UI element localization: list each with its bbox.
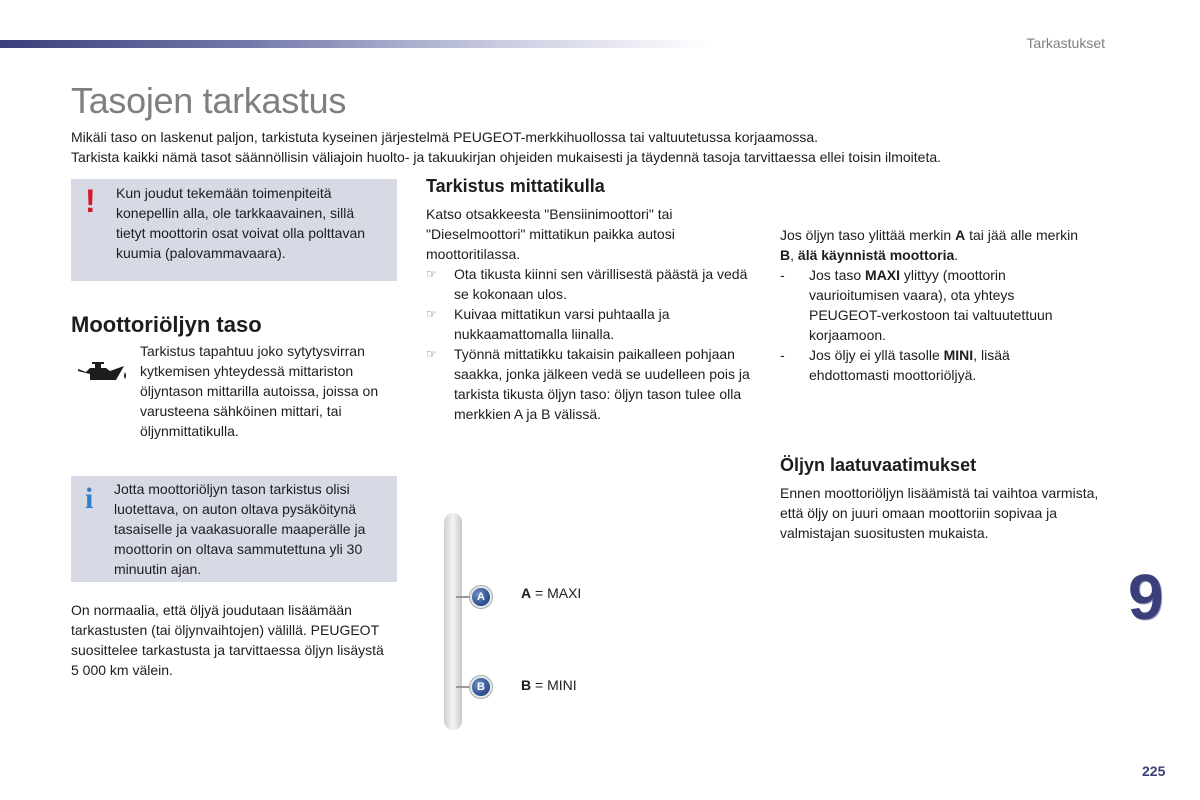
list-item — [426, 304, 756, 344]
dipstick-intro: Katso otsakkeesta "Bensiinimoottori" tai "Dieselmoottori" mittatikun paikka autosi moottoritilassa. — [426, 206, 675, 262]
mark-a-value: = MAXI — [535, 585, 582, 601]
warning-box — [71, 179, 397, 281]
page-number: 225 — [1142, 763, 1166, 779]
normal-consumption-text: On normaalia, että öljyä joudutaan lisäämään tarkastusten (tai öljynvaihtojen) välillä. PEUGEOT suosittelee tarkastusta ja tarvittaessa öljyn lisäystä 5 000 km välein. — [71, 602, 384, 678]
oil-level-heading: Moottoriöljyn taso — [71, 312, 262, 337]
mark-b-badge: B — [470, 676, 492, 698]
dipstick-steps — [426, 264, 756, 424]
info-icon: i — [85, 482, 94, 515]
level-item2-post: , lisää ehdottomasti moottoriöljyä. — [809, 347, 1010, 383]
dipstick-heading: Tarkistus mittatikulla — [426, 176, 605, 196]
mark-a-letter: A — [521, 585, 532, 601]
list-item — [780, 345, 1090, 385]
list-dash: - — [780, 347, 785, 363]
level-item1-bold: MAXI — [865, 267, 901, 283]
section-label: Tarkastukset — [1026, 35, 1105, 51]
info-text: Jotta moottoriöljyn tason tarkistus olisi luotettava, on auton oltava pysäköitynä tasaiselle ja vaakasuoralle maaperälle ja moottorin on oltava sammutettuna yli 30 minuutin ajan. — [114, 481, 366, 577]
page-title: Tasojen tarkastus — [71, 80, 347, 121]
chapter-number: 9 — [1128, 561, 1164, 633]
mark-a-badge: A — [470, 586, 492, 608]
mark-b-letter: B — [521, 677, 532, 693]
list-item — [426, 264, 756, 304]
step-text: Kuivaa mittatikun varsi puhtaalla ja nukkaamattomalla liinalla. — [454, 306, 670, 342]
level-intro-b: B — [780, 247, 791, 263]
intro-line-1: Mikäli taso on laskenut paljon, tarkistuta kyseinen järjestelmä PEUGEOT-merkkihuollossa tai valtuutetussa korjaamossa. — [71, 129, 818, 145]
list-dash: - — [780, 267, 785, 283]
info-box — [71, 476, 397, 582]
list-item — [426, 344, 756, 424]
intro-text — [71, 127, 1121, 167]
level-intro-warning: älä käynnistä moottoria — [797, 247, 955, 263]
level-intro-pre: Jos öljyn taso ylittää merkin — [780, 227, 952, 243]
level-item2-pre: Jos öljy ei yllä tasolle — [809, 347, 940, 363]
warning-icon: ! — [85, 183, 96, 219]
pointing-hand-icon: ☞ — [426, 267, 437, 281]
mark-a-label — [521, 585, 581, 601]
mark-b-value: = MINI — [535, 677, 577, 693]
oil-quality-text: Ennen moottoriöljyn lisäämistä tai vaihtoa varmista, että öljy on juuri omaan moottoriin sopivaa ja valmistajan suositusten mukaista. — [780, 485, 1099, 541]
dipstick-illustration — [444, 513, 462, 730]
level-intro-a: A — [955, 227, 966, 243]
mark-b-label — [521, 677, 577, 693]
oil-can-icon — [76, 360, 128, 386]
level-item1-pre: Jos taso — [809, 267, 862, 283]
level-list — [780, 265, 1090, 385]
step-text: Työnnä mittatikku takaisin paikalleen pohjaan saakka, jonka jälkeen vedä se uudelleen pois ja tarkista tikusta öljyn taso: öljyn tason tulee olla merkkien A ja B välissä. — [454, 346, 750, 422]
warning-text: Kun joudut tekemään toimenpiteitä konepellin alla, ole tarkkaavainen, sillä tietyt moottorin osat voivat olla polttavan kuumia (palovammavaara). — [116, 185, 366, 261]
pointing-hand-icon: ☞ — [426, 307, 437, 321]
level-intro-mid: tai jää alle merkin — [969, 227, 1079, 243]
level-intro: Jos öljyn taso ylittää merkin A tai jää alle merkin B, älä käynnistä moottoria. — [780, 227, 1079, 263]
list-item — [780, 265, 1090, 345]
level-item2-bold: MINI — [943, 347, 974, 363]
oil-level-text: Tarkistus tapahtuu joko sytytysvirran kytkemisen yhteydessä mittariston öljyntason mittarilla autoissa, joissa on varusteena sähköinen mittari, tai öljynmittatikulla. — [140, 343, 379, 439]
intro-line-2: Tarkista kaikki nämä tasot säännöllisin väliajoin huolto- ja takuukirjan ohjeiden mukaisesti ja täydennä tasoja tarvittaessa ellei toisin ilmoiteta. — [71, 149, 942, 165]
pointing-hand-icon: ☞ — [426, 347, 437, 361]
step-text: Ota tikusta kiinni sen värillisestä päästä ja vedä se kokonaan ulos. — [454, 266, 748, 302]
level-item1-post: ylittyy (moottorin vaurioitumisen vaara), ota yhteys PEUGEOT-verkostoon tai valtuutettuun korjaamoon. — [809, 267, 1053, 343]
header-gradient-bar — [0, 40, 710, 48]
oil-quality-heading: Öljyn laatuvaatimukset — [780, 455, 977, 475]
